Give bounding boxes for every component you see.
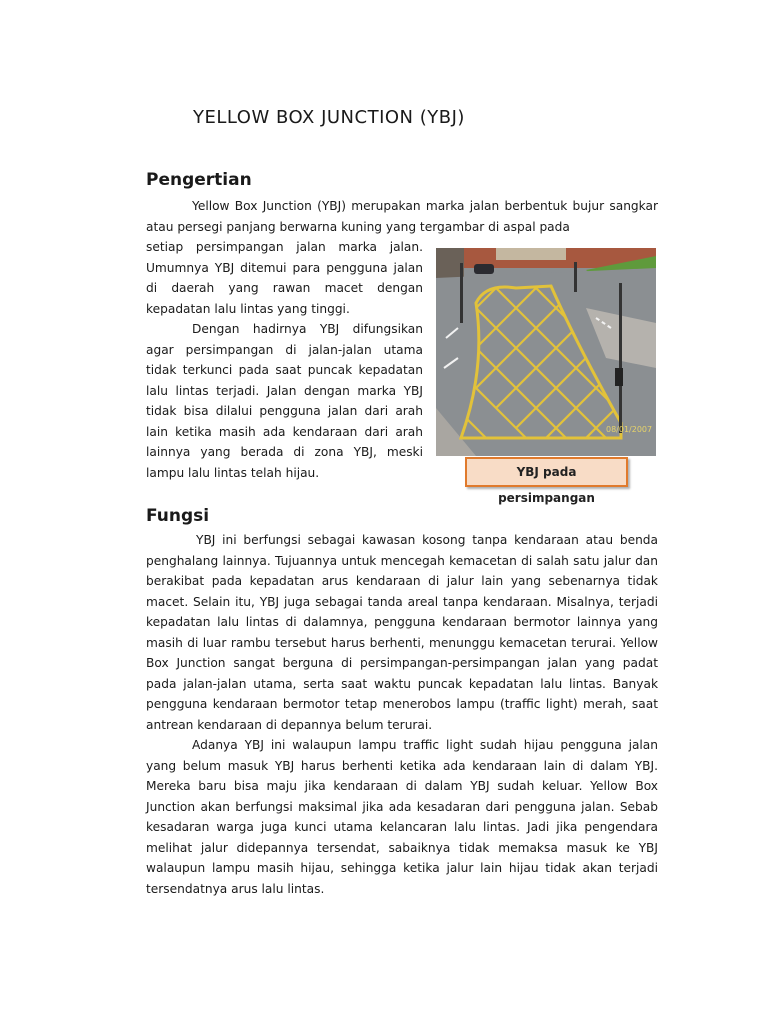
heading-pengertian: Pengertian [146,170,252,190]
paragraph-fungsi-2: Adanya YBJ ini walaupun lampu traffic light sudah hijau pengguna jalan yang belum masuk YBJ harus berhenti ketika ada kendaraan lain di dalam YBJ. Mereka baru bisa maju jika kendaraan di dalam YBJ sudah keluar. Yellow Box Junction akan berfungsi maksimal jika ada kesadaran dari pengguna jalan. Sebab kesadaran warga juga kunci utama kelancaran lalu lintas. Jadi jika pengendara melihat jalur didepannya tersendat, sabaiknya tidak memaksa masuk ke YBJ walaupun lampu masih hijau, sehingga ketika jalur lain hijau tidak akan terjadi tersendatnya arus lalu lintas. [146,738,658,896]
ybj-photo [436,248,656,456]
paragraph-pengertian-1b: setiap persimpangan jalan marka jalan. Umumnya YBJ ditemui para pengguna jalan di daerah yang rawan macet dengan kepadatan lalu lintas yang tinggi. [146,240,423,316]
paragraph-pengertian-1a: Yellow Box Junction (YBJ) merupakan marka jalan berbentuk bujur sangkar atau persegi panjang berwarna kuning yang tergambar di aspal pada [146,199,658,234]
figure-caption: YBJ pada persimpangan [465,457,628,487]
heading-fungsi: Fungsi [146,506,210,526]
junction-illustration [436,248,656,456]
paragraph-pengertian-2: Dengan hadirnya YBJ difungsikan agar persimpangan di jalan-jalan utama tidak terkunci pada saat puncak kepadatan lalu lintas terjadi. Jalan dengan marka YBJ tidak bisa dilalui pengguna jalan dari arah lain ketika masih ada kendaraan dari arah lainnya yang berada di zona YBJ, meski lampu lalu lintas telah hijau. [146,322,423,480]
document-title: YELLOW BOX JUNCTION (YBJ) [193,107,465,128]
photo-date-stamp: 08/01/2007 [606,425,653,434]
paragraph-fungsi-1: YBJ ini berfungsi sebagai kawasan kosong tanpa kendaraan atau benda penghalang lainnya. Tujuannya untuk mencegah kemacetan di salah satu jalur dan berakibat pada kepadatan arus kendaraan di jalur lain yang sebenarnya tidak macet. Selain itu, YBJ juga sebagai tanda areal tanpa kendaraan. Misalnya, terjadi kepadatan lalu lintas di dalamnya, pengguna kendaraan bermotor lainnya yang masih di luar rambu tersebut harus berhenti, menunggu kemacetan terurai. Yellow Box Junction sangat berguna di persimpangan-persimpangan jalan yang padat pada jalan-jalan utama, serta saat waktu puncak kepadatan lalu lintas. Banyak pengguna kendaraan bermotor tetap menerobos lampu (traffic light) merah, saat antrean kendaraan di depannya belum terurai. [146,533,658,732]
